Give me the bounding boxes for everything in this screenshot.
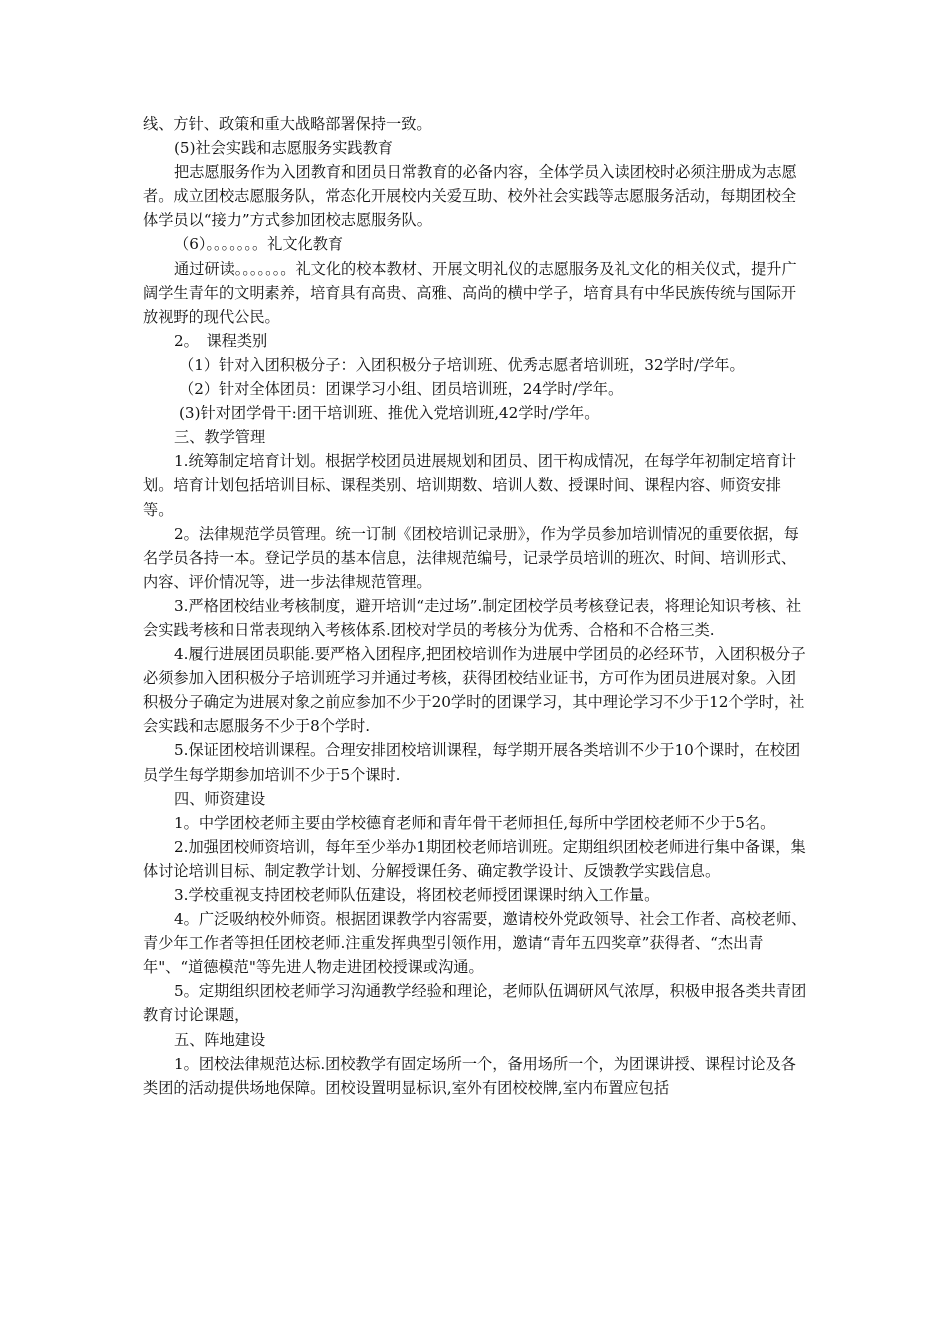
paragraph: 1.统筹制定培育计划。根据学校团员进展规划和团员、团干构成情况，在每学年初制定培育计划。培育计划包括培训目标、课程类别、培训期数、培训人数、授课时间、课程内容、师资安排等。: [143, 452, 796, 519]
section-heading: 2。 课程类别: [174, 331, 268, 350]
section-heading: （6）。。。。。。。礼文化教育: [174, 235, 344, 254]
paragraph: 3.学校重视支持团校老师队伍建设，将团校老师授团课课时纳入工作量。: [174, 886, 660, 904]
document-body: [143, 112, 807, 1100]
paragraph: 线、方针、政策和重大战略部署保持一致。: [143, 115, 432, 133]
section-heading: 三、教学管理: [174, 428, 266, 447]
paragraph: 2。法律规范学员管理。统一订制《团校培训记录册》，作为学员参加培训情况的重要依据，每名学员各持一本。登记学员的基本信息，法律规范编号，记录学员培训的班次、时间、培训形式、内容、评价情况等，进一步法律规范管理。: [143, 524, 799, 591]
paragraph: 1。中学团校老师主要由学校德育老师和青年骨干老师担任,每所中学团校老师不少于5名。: [174, 813, 776, 832]
paragraph: 3.严格团校结业考核制度，避开培训“走过场”.制定团校学员考核登记表，将理论知识考核、社会实践考核和日常表现纳入考核体系.团校对学员的考核分为优秀、合格和不合格三类.: [143, 596, 802, 639]
list-item: （2）针对全体团员：团课学习小组、团员培训班，24学时/学年。: [179, 380, 624, 399]
paragraph: 4。广泛吸纳校外师资。根据团课教学内容需要，邀请校外党政领导、社会工作者、高校老师、青少年工作者等担任团校老师.注重发挥典型引领作用，邀请“青年五四奖章”获得者、“杰出青年"、“道德模范"等先进人物走进团校授课或沟通。: [143, 910, 807, 977]
paragraph: 4.履行进展团员职能.要严格入团程序,把团校培训作为进展中学团员的必经环节，入团积极分子必须参加入团积极分子培训班学习并通过考核，获得团校结业证书，方可作为团员进展对象。入团积极分子确定为进展对象之前应参加不少于20学时的团课学习，其中理论学习不少于12个学时，社会实践和志愿服务不少于8个学时.: [143, 645, 806, 736]
list-item: （1）针对入团积极分子：入团积极分子培训班、优秀志愿者培训班，32学时/学年。: [179, 355, 745, 374]
list-item: (3)针对团学骨干:团干培训班、推优入党培训班,42学时/学年。: [179, 404, 600, 423]
section-heading: (5)社会实践和志愿服务实践教育: [174, 139, 393, 158]
section-heading: 四、师资建设: [174, 789, 266, 808]
paragraph: 5.保证团校培训课程。合理安排团校培训课程，每学期开展各类培训不少于10个课时，在校团员学生每学期参加培训不少于5个课时.: [143, 741, 801, 784]
section-heading: 五、阵地建设: [174, 1030, 266, 1049]
paragraph: 通过研读。。。。。。。礼文化的校本教材、开展文明礼仪的志愿服务及礼文化的相关仪式，提升广阔学生青年的文明素养，培育具有高贵、高雅、高尚的横中学子，培育具有中华民族传统与国际开放视野的现代公民。: [143, 259, 797, 326]
paragraph: 2.加强团校师资培训，每年至少举办1期团校老师培训班。定期组织团校老师进行集中备课，集体讨论培训目标、制定教学计划、分解授课任务、确定教学设计、反馈教学实践信息。: [143, 837, 806, 880]
paragraph: 5。定期组织团校老师学习沟通教学经验和理论，老师队伍调研风气浓厚，积极申报各类共青团教育讨论课题，: [143, 982, 807, 1025]
paragraph: 把志愿服务作为入团教育和团员日常教育的必备内容，全体学员入读团校时必须注册成为志愿者。成立团校志愿服务队，常态化开展校内关爱互助、校外社会实践等志愿服务活动，每期团校全体学员以“接力”方式参加团校志愿服务队。: [143, 163, 797, 230]
paragraph: 1。团校法律规范达标.团校教学有固定场所一个，备用场所一个，为团课讲授、课程讨论及各类团的活动提供场地保障。团校设置明显标识,室外有团校校牌,室内布置应包括: [143, 1054, 796, 1097]
